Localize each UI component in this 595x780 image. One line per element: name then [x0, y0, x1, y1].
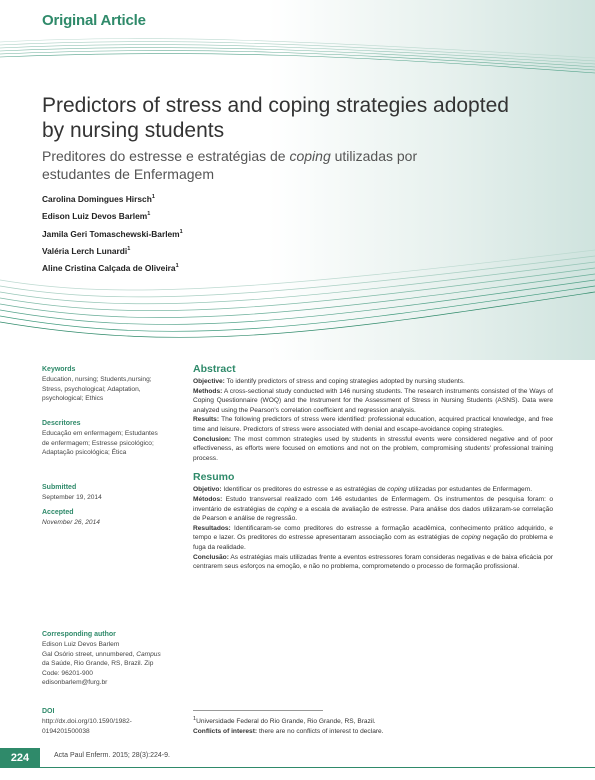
- affiliation-text: Universidade Federal do Rio Grande, Rio Grande, RS, Brazil.: [196, 718, 376, 726]
- footer-rule: [40, 767, 595, 768]
- corresponding-heading: Corresponding author: [42, 631, 116, 638]
- author-affiliation: 1: [175, 263, 179, 270]
- page-number: 224: [0, 748, 40, 768]
- resultados-text-end: negação do problema e fuga da realidade.: [193, 534, 553, 551]
- resultados-italic: coping: [461, 534, 481, 542]
- submitted-date: September 19, 2014: [42, 494, 102, 502]
- author-affiliation: 1: [151, 194, 155, 200]
- metodos-text: Estudo transversal realizado com 146 estudantes de Enfermagem. Os instrumentos de pesquisa foram: o inventário de estratégias de: [193, 495, 553, 513]
- metodos-text-end: e a escala de avaliação de estresse. Para análise dos dados utilizaram-se correlação de Pearson e análise de regressão.: [193, 505, 553, 523]
- article-subtitle: [42, 147, 462, 183]
- resultados-label: Resultados:: [193, 524, 231, 532]
- footnote-sup: 1: [193, 716, 197, 722]
- decorative-waves-top: [0, 20, 595, 80]
- author-name: Jamila Geri Tomaschewski-Barlem: [42, 228, 180, 239]
- objective-text: To identify predictors of stress and coping strategies adopted by nursing students.: [224, 378, 465, 385]
- abstract-methods: [193, 387, 553, 416]
- metodos-italic: coping: [277, 505, 297, 513]
- accepted-heading: Accepted: [42, 509, 74, 516]
- methods-label: Methods:: [193, 387, 223, 395]
- author: [42, 225, 183, 242]
- abstract-objective: [193, 377, 553, 387]
- keywords-text: Education, nursing; Students,nursing; Stress, psychological; Adaptation, psychological; Ethics: [42, 376, 152, 403]
- author-name: Edison Luiz Devos Barlem: [42, 211, 148, 222]
- author-affiliation: 1: [179, 228, 183, 235]
- author: [42, 259, 183, 276]
- resumo-heading: Resumo: [193, 471, 235, 484]
- accepted-block: [42, 508, 162, 528]
- section-gap: [193, 463, 553, 471]
- author-name: Valéria Lerch Lunardi: [42, 245, 128, 256]
- abstract-results: [193, 415, 553, 434]
- keywords-heading: Keywords: [42, 366, 76, 373]
- author: [42, 190, 183, 207]
- article-title: Predictors of stress and coping strategies adopted by nursing students: [42, 94, 509, 142]
- author-affiliation: 1: [127, 245, 131, 252]
- abstract-section: [193, 363, 553, 572]
- footnote-affiliation: [193, 714, 553, 727]
- corresponding-author-block: [42, 630, 162, 687]
- footnote-rule: [193, 710, 323, 711]
- objetivo-italic: coping: [387, 486, 407, 494]
- author: [42, 207, 183, 224]
- methods-text: A cross-sectional study conducted with 146 nursing students. The research instruments consisted of the Ways of Coping Questionnaire (WOQ) and the Instrument for the Assessment of Stress in Nursing Students (ASNS). Data were analyzed using the Pearson's correlation coefficient and regression analysis.: [193, 387, 553, 414]
- abstract-conclusion: [193, 435, 553, 464]
- doi-block: [42, 707, 162, 736]
- descritores-heading: Descritores: [42, 420, 81, 427]
- resumo-resultados: [193, 524, 553, 553]
- conclusion-label: Conclusion:: [193, 435, 232, 443]
- author: [42, 242, 183, 259]
- author-name: Aline Cristina Calçada de Oliveira: [42, 262, 176, 273]
- results-label: Results:: [193, 416, 220, 424]
- footnote-conflicts: [193, 727, 553, 737]
- descritores-text: Educação em enfermagem; Estudantes de enfermagem; Estresse psicológico; Adaptação psicológica; Ética: [42, 430, 158, 457]
- submitted-heading: Submitted: [42, 484, 77, 491]
- journal-citation: Acta Paul Enferm. 2015; 28(3):224-9.: [54, 752, 170, 759]
- resumo-metodos: [193, 495, 553, 524]
- conclusion-text: The most common strategies used by students in stressful events were considered negative and of poor effectiveness, as efforts were focused on emotions and not on the problem, compromising students' professional training process.: [193, 435, 553, 462]
- footnotes: [193, 710, 553, 737]
- results-text: The following predictors of stress were identified: professional education, acquired practical knowledge, and free time and leisure. Predictors of stress were associated with denial and escape-avoidance coping strategies.: [193, 416, 553, 433]
- objetivo-label: Objetivo:: [193, 486, 222, 494]
- resumo-conclusao: [193, 553, 553, 572]
- corresponding-email[interactable]: edisonbarlem@furg.br: [42, 679, 108, 687]
- abstract-heading: Abstract: [193, 363, 236, 375]
- corresponding-name: Edison Luiz Devos Barlem: [42, 641, 120, 649]
- doi-heading: DOI: [42, 708, 55, 715]
- corresponding-address: [42, 650, 162, 678]
- resultados-text: Identificaram-se como preditores do estresse a formação acadêmica, conhecimento prático adquirido, e tempo e lazer. Os preditores do estresse apresentaram associação com as estratégias de: [193, 524, 553, 542]
- address-text: Gal Osório street, unnumbered,: [42, 650, 137, 658]
- resumo-objetivo: [193, 485, 553, 495]
- objective-label: Objective:: [193, 378, 225, 385]
- author-list: [42, 190, 183, 276]
- submitted-block: [42, 483, 162, 503]
- conclusao-label: Conclusão:: [193, 553, 229, 561]
- subtitle-text-end: utilizadas por estudantes de Enfermagem: [42, 148, 418, 182]
- descritores-block: [42, 419, 162, 458]
- conflicts-text: there are no conflicts of interest to declare.: [257, 728, 384, 736]
- section-label: Original Article: [42, 12, 146, 29]
- conflicts-label: Conflicts of interest:: [193, 728, 258, 736]
- author-name: Carolina Domingues Hirsch: [42, 193, 152, 204]
- address-text-end: da Saúde, Rio Grande, RS, Brazil. Zip Code: 96201-900: [42, 660, 154, 677]
- conclusao-text: As estratégias mais utilizadas frente a eventos estressores foram consideras negativas e de baixa eficácia por centrarem seus esforços na emoção, e não no problema, comprometendo o processo de formação profissional.: [193, 553, 553, 571]
- doi-link[interactable]: http://dx.doi.org/10.1590/1982-0194201500038: [42, 718, 132, 735]
- author-affiliation: 1: [147, 211, 151, 218]
- metodos-label: Métodos:: [193, 495, 223, 503]
- objetivo-text-end: utilizadas por estudantes de Enfermagem.: [406, 486, 533, 494]
- objetivo-text: Identificar os preditores do estresse e as estratégias de: [221, 486, 388, 494]
- subtitle-text: Preditores do estresse e estratégias de: [42, 148, 290, 164]
- subtitle-italic: coping: [289, 148, 331, 164]
- address-campus: Campus: [136, 650, 161, 658]
- keywords-block: [42, 365, 162, 404]
- accepted-date: November 26, 2014: [42, 519, 100, 527]
